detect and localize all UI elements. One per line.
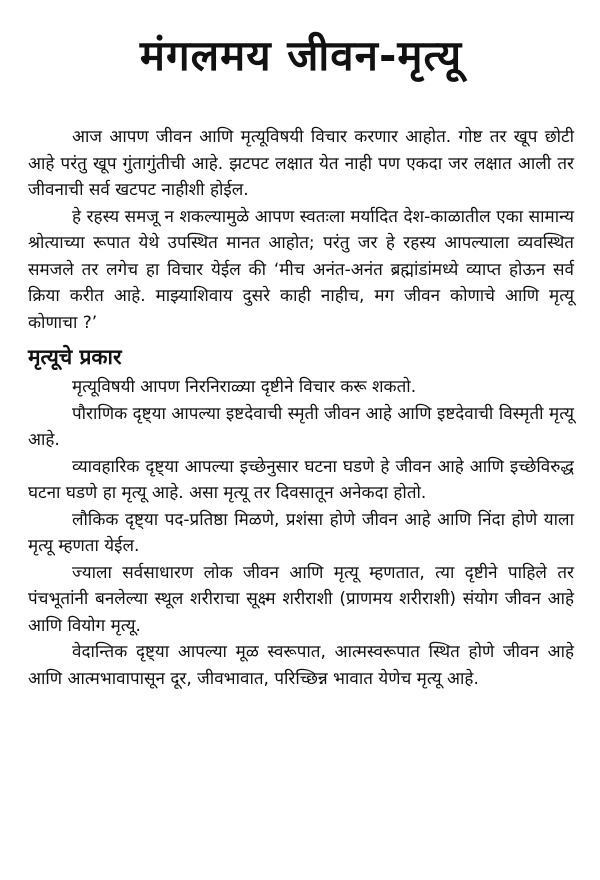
page-title: मंगलमय जीवन-मृत्यू <box>139 31 463 80</box>
section-paragraph: मृत्यूविषयी आपण निरनिराळ्या दृष्टीने विचार करू शकतो. <box>72 377 417 397</box>
section-paragraph: व्यावहारिक दृष्ट्या आपल्या इच्छेनुसार घटना घडणे हे जीवन आहे आणि इच्छेविरुद्ध घटना घडणे हा मृत्यू आहे. असा मृत्यू तर दिवसातून अनेकदा होतो. <box>28 456 574 503</box>
section-paragraph: पौराणिक दृष्ट्या आपल्या इष्टदेवाची स्मृती जीवन आहे आणि इष्टदेवाची विस्मृती मृत्यू आहे. <box>28 403 574 450</box>
section-heading: मृत्यूचे प्रकार <box>28 345 122 369</box>
intro-paragraph: आज आपण जीवन आणि मृत्यूविषयी विचार करणार आहोत. गोष्ट तर खूप छोटी आहे परंतु खूप गुंतागुंतीची आहे. झटपट लक्षात येत नाही पण एकदा जर लक्षात आली तर जीवनाची सर्व खटपट नाहीशी होईल. <box>28 127 574 200</box>
intro-paragraph: हे रहस्य समजू न शकल्यामुळे आपण स्वतःला मर्यादित देश-काळातील एका सामान्य श्रोत्याच्या रूपात येथे उपस्थित मानत आहोत; परंतु जर हे रहस्य आपल्याला व्यवस्थित समजले तर लगेच हा विचार येईल की ‘मीच अनंत-अनंत ब्रह्मांडांमध्ये व्याप्त होऊन सर्व क्रिया करीत आहे. माझ्याशिवाय दुसरे काही नाहीच, मग जीवन कोणाचे आणि मृत्यू कोणाचा ?’ <box>28 206 574 333</box>
section-paragraph: ज्याला सर्वसाधारण लोक जीवन आणि मृत्यू म्हणतात, त्या दृष्टीने पाहिले तर पंचभूतांनी बनलेल्या स्थूल शरीराचा सूक्ष्म शरीराशी (प्राणमय शरीराशी) संयोग जीवन आहे आणि वियोग मृत्यू. <box>28 562 574 636</box>
section-paragraph: लौकिक दृष्ट्या पद-प्रतिष्ठा मिळणे, प्रशंसा होणे जीवन आहे आणि निंदा होणे याला मृत्यू म्हणता येईल. <box>28 509 574 556</box>
section-paragraph: वेदान्तिक दृष्ट्या आपल्या मूळ स्वरूपात, आत्मस्वरूपात स्थित होणे जीवन आहे आणि आत्मभावापासून दूर, जीवभावात, परिच्छिन्न भावात येणेच मृत्यू आहे. <box>28 642 574 689</box>
